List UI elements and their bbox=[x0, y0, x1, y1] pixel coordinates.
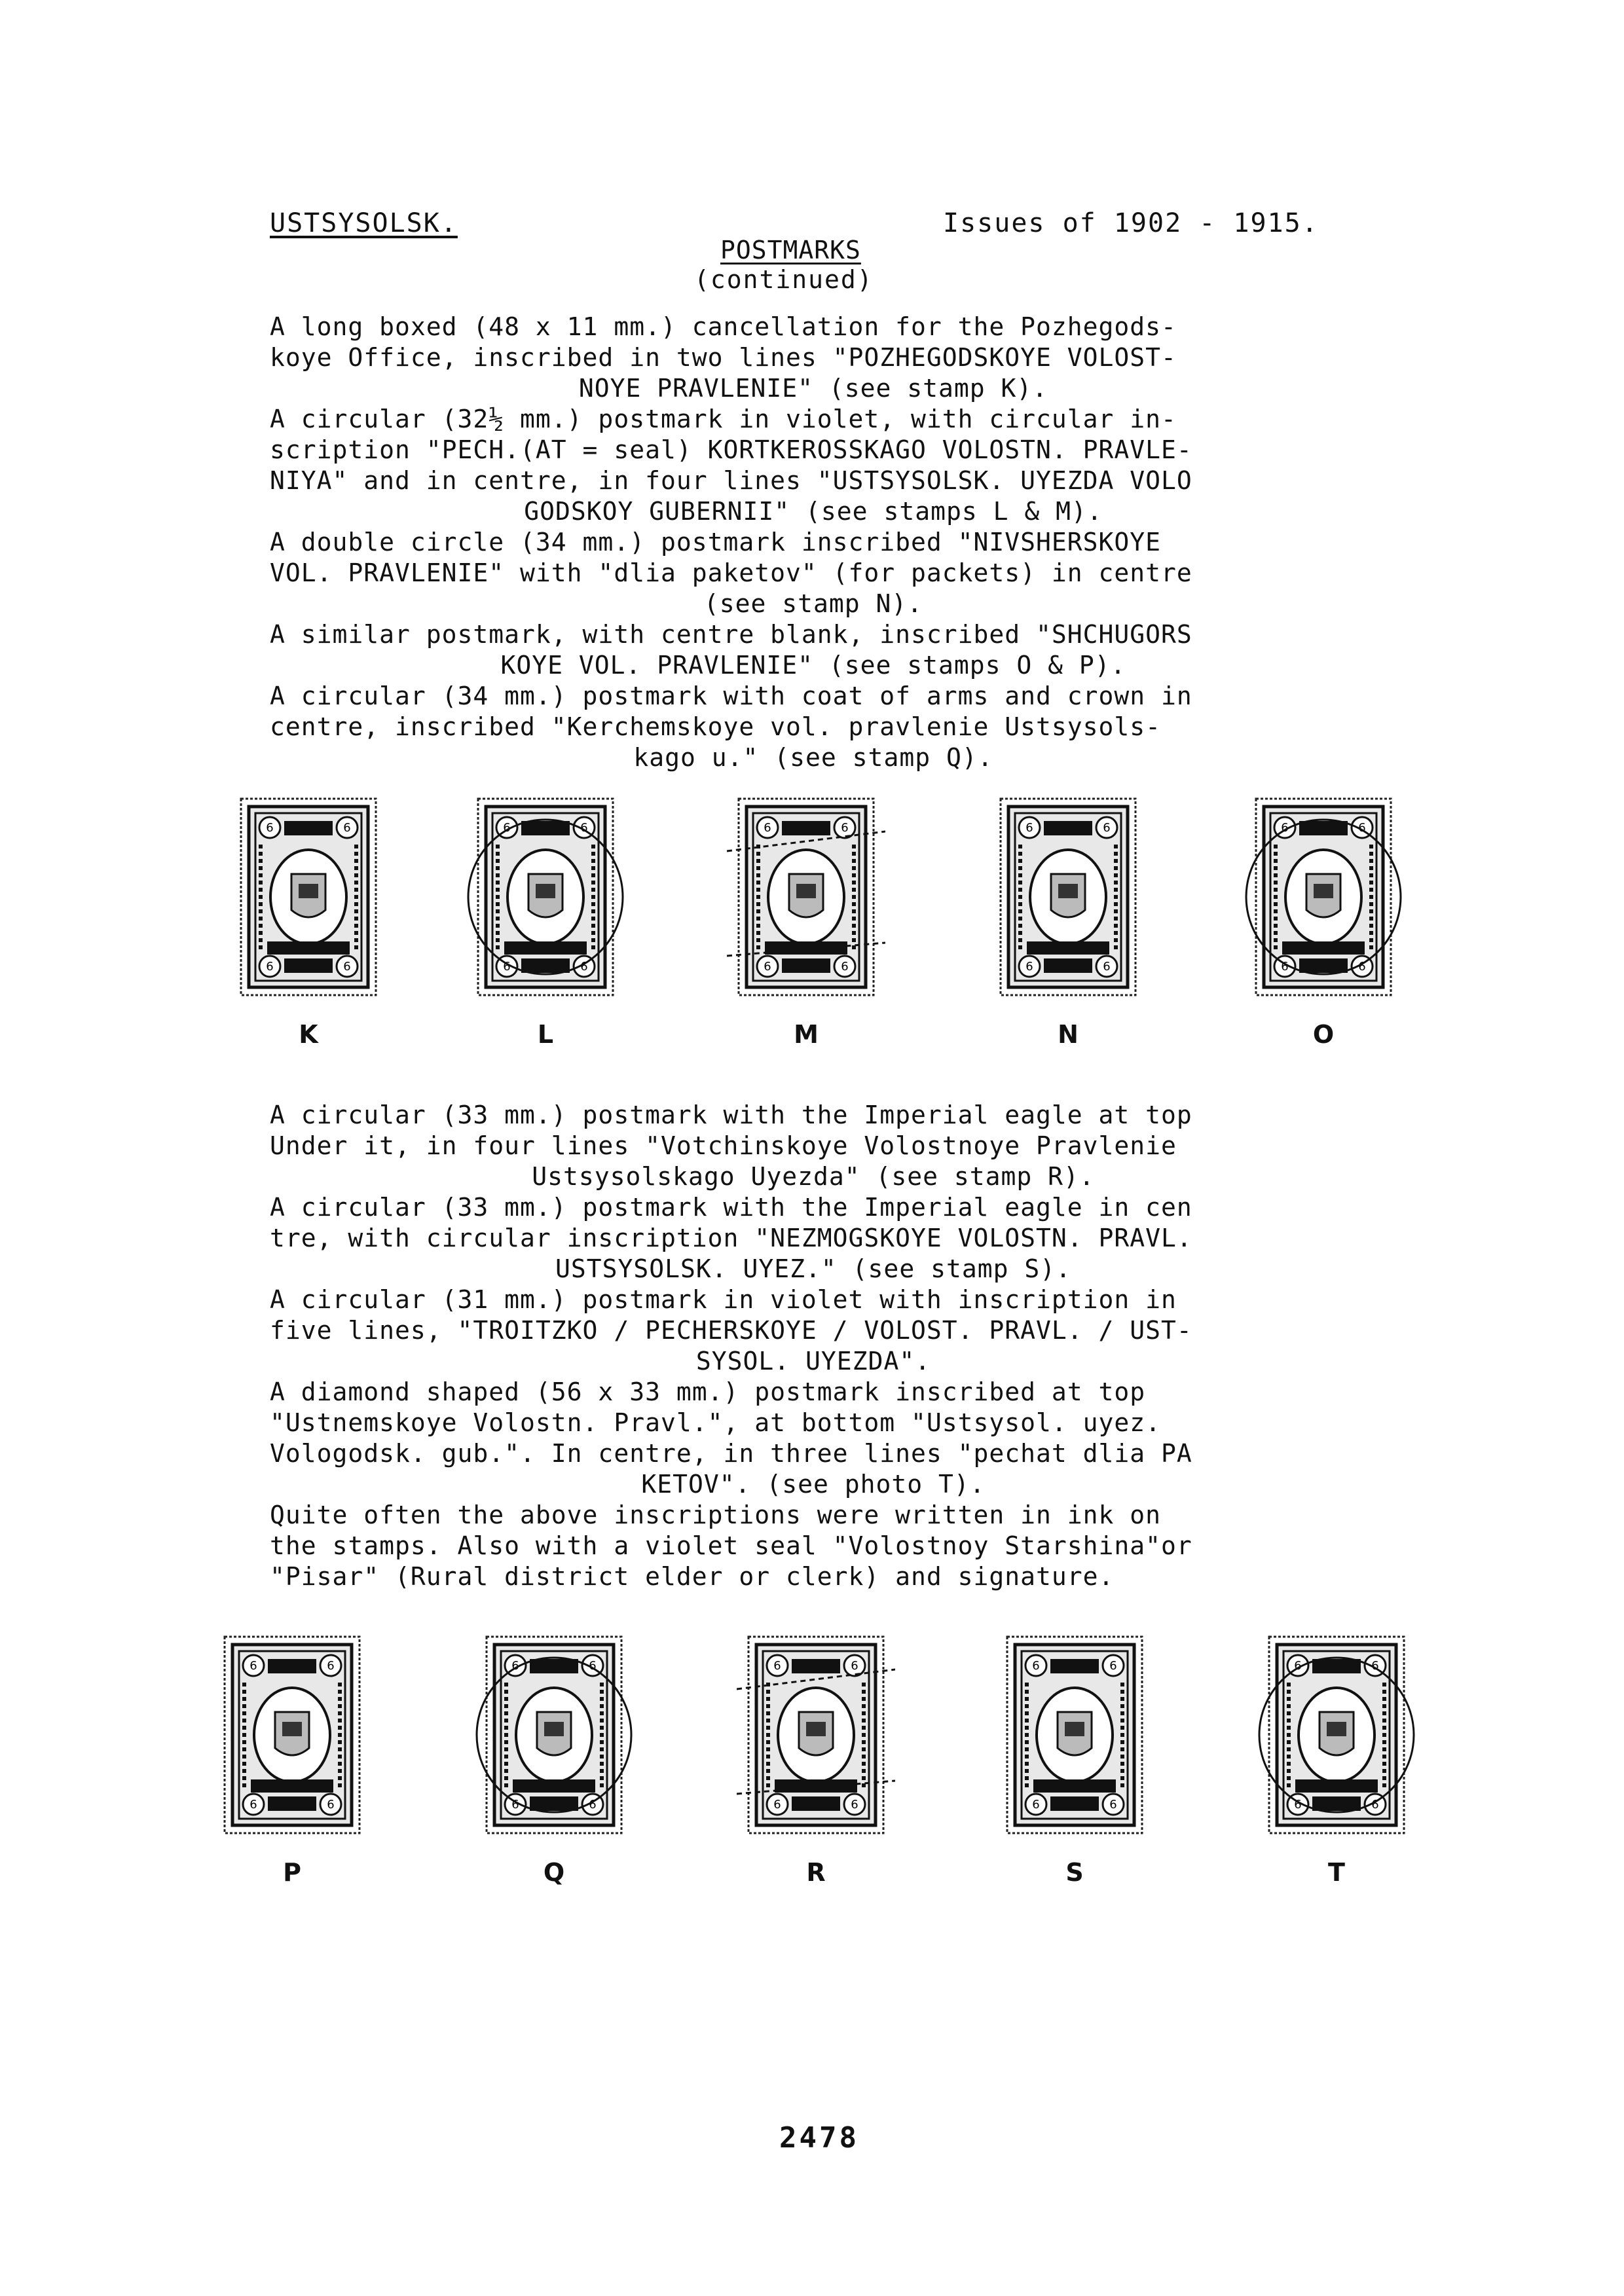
text-line: VOL. PRAVLENIE" with "dlia paketov" (for packets) in centre bbox=[270, 558, 1192, 587]
text-line: GODSKOY GUBERNII" (see stamps L & M). bbox=[524, 497, 1103, 526]
text-line: Quite often the above inscriptions were written in ink on bbox=[270, 1501, 1162, 1529]
text-line: A diamond shaped (56 x 33 mm.) postmark inscribed at top bbox=[270, 1377, 1146, 1406]
stamp-label: Q bbox=[543, 1858, 565, 1887]
text-line: tre, with circular inscription "NEZMOGSKOYE VOLOSTN. PRAVL. bbox=[270, 1224, 1192, 1252]
postmark-descriptions-2 bbox=[270, 1100, 1357, 1592]
text-line: A circular (31 mm.) postmark in violet with inscription in bbox=[270, 1285, 1177, 1314]
text-line: Vologodsk. gub.". In centre, in three lines "pechat dlia PA bbox=[270, 1439, 1192, 1468]
svg-text:6: 6 bbox=[1294, 1659, 1302, 1673]
stamp-label: N bbox=[1058, 1020, 1079, 1049]
svg-text:6: 6 bbox=[503, 821, 511, 835]
text-line: A circular (32½ mm.) postmark in violet, with circular in- bbox=[270, 405, 1177, 433]
text-line: "Ustnemskoye Volostn. Pravl.", at bottom "Ustsysol. uyez. bbox=[270, 1408, 1162, 1437]
svg-text:6: 6 bbox=[1358, 960, 1366, 974]
svg-text:6: 6 bbox=[343, 821, 351, 835]
stamp-image-r bbox=[737, 1630, 895, 1841]
stamp-image-o bbox=[1244, 792, 1403, 1003]
postmark-descriptions-1 bbox=[270, 312, 1357, 773]
svg-text:6: 6 bbox=[841, 960, 849, 974]
text-line: A long boxed (48 x 11 mm.) cancellation for the Pozhegods- bbox=[270, 312, 1177, 341]
svg-text:6: 6 bbox=[764, 960, 771, 974]
svg-text:6: 6 bbox=[327, 1798, 335, 1812]
svg-text:6: 6 bbox=[580, 960, 588, 974]
text-line: centre, inscribed "Kerchemskoye vol. pravlenie Ustsysols- bbox=[270, 712, 1162, 741]
text-line: NIYA" and in centre, in four lines "USTSYSOLSK. UYEZDA VOLO bbox=[270, 466, 1192, 495]
svg-text:6: 6 bbox=[511, 1659, 519, 1673]
text-line: Ustsysolskago Uyezda" (see stamp R). bbox=[532, 1162, 1095, 1191]
svg-text:6: 6 bbox=[1032, 1659, 1040, 1673]
text-line: A double circle (34 mm.) postmark inscribed "NIVSHERSKOYE bbox=[270, 528, 1162, 556]
svg-text:6: 6 bbox=[1281, 960, 1289, 974]
text-line: "Pisar" (Rural district elder or clerk) and signature. bbox=[270, 1562, 1115, 1591]
svg-text:6: 6 bbox=[266, 821, 274, 835]
svg-text:6: 6 bbox=[1025, 960, 1033, 974]
stamp-label: S bbox=[1065, 1858, 1084, 1887]
svg-text:6: 6 bbox=[851, 1659, 858, 1673]
stamp-label: M bbox=[794, 1020, 819, 1049]
svg-text:6: 6 bbox=[773, 1798, 781, 1812]
stamp-image-s bbox=[995, 1630, 1154, 1841]
text-line: KETOV". (see photo T). bbox=[641, 1470, 986, 1499]
text-line: A similar postmark, with centre blank, inscribed "SHCHUGORS bbox=[270, 620, 1192, 649]
svg-text:6: 6 bbox=[851, 1798, 858, 1812]
svg-text:6: 6 bbox=[1109, 1659, 1117, 1673]
svg-text:6: 6 bbox=[503, 960, 511, 974]
svg-text:6: 6 bbox=[343, 960, 351, 974]
svg-text:6: 6 bbox=[841, 821, 849, 835]
text-line: kago u." (see stamp Q). bbox=[633, 743, 993, 772]
svg-text:6: 6 bbox=[1103, 960, 1111, 974]
stamp-label: K bbox=[299, 1020, 318, 1049]
stamp-image-q bbox=[475, 1630, 633, 1841]
section-title: POSTMARKS bbox=[720, 236, 861, 264]
text-line: A circular (33 mm.) postmark with the Imperial eagle at top bbox=[270, 1101, 1192, 1129]
svg-text:6: 6 bbox=[1032, 1798, 1040, 1812]
svg-text:6: 6 bbox=[249, 1659, 257, 1673]
text-line: SYSOL. UYEZDA". bbox=[695, 1347, 931, 1376]
svg-text:6: 6 bbox=[589, 1798, 597, 1812]
svg-text:6: 6 bbox=[511, 1798, 519, 1812]
text-line: NOYE PRAVLENIE" (see stamp K). bbox=[578, 374, 1048, 403]
page-number: 2478 bbox=[779, 2121, 859, 2155]
svg-text:6: 6 bbox=[1294, 1798, 1302, 1812]
svg-text:6: 6 bbox=[1103, 821, 1111, 835]
section-subtitle: (continued) bbox=[694, 265, 874, 294]
stamp-label: R bbox=[806, 1858, 826, 1887]
stamp-image-k bbox=[229, 792, 388, 1003]
stamp-image-m bbox=[727, 792, 885, 1003]
svg-text:6: 6 bbox=[580, 821, 588, 835]
text-line: KOYE VOL. PRAVLENIE" (see stamps O & P). bbox=[500, 651, 1126, 680]
stamp-image-l bbox=[466, 792, 625, 1003]
svg-text:6: 6 bbox=[773, 1659, 781, 1673]
svg-text:6: 6 bbox=[589, 1659, 597, 1673]
stamp-label: T bbox=[1328, 1858, 1345, 1887]
stamp-label: L bbox=[537, 1020, 554, 1049]
svg-text:6: 6 bbox=[764, 821, 771, 835]
svg-text:6: 6 bbox=[1371, 1659, 1379, 1673]
svg-text:6: 6 bbox=[1281, 821, 1289, 835]
text-line: USTSYSOLSK. UYEZ." (see stamp S). bbox=[555, 1254, 1071, 1283]
stamp-image-n bbox=[989, 792, 1147, 1003]
svg-text:6: 6 bbox=[1109, 1798, 1117, 1812]
text-line: Under it, in four lines "Votchinskoye Volostnoye Pravlenie bbox=[270, 1131, 1177, 1160]
text-line: (see stamp N). bbox=[703, 589, 923, 618]
svg-text:6: 6 bbox=[1358, 821, 1366, 835]
svg-text:6: 6 bbox=[327, 1659, 335, 1673]
text-line: koye Office, inscribed in two lines "POZHEGODSKOYE VOLOST- bbox=[270, 343, 1177, 372]
svg-text:6: 6 bbox=[1025, 821, 1033, 835]
text-line: scription "PECH.(AT = seal) KORTKEROSSKAGO VOLOSTN. PRAVLE- bbox=[270, 435, 1192, 464]
svg-text:6: 6 bbox=[1371, 1798, 1379, 1812]
text-line: A circular (33 mm.) postmark with the Imperial eagle in cen bbox=[270, 1193, 1192, 1222]
text-line: five lines, "TROITZKO / PECHERSKOYE / VOLOST. PRAVL. / UST- bbox=[270, 1316, 1192, 1345]
stamp-label: O bbox=[1312, 1020, 1335, 1049]
text-line: A circular (34 mm.) postmark with coat of arms and crown in bbox=[270, 682, 1192, 710]
stamp-image-p bbox=[213, 1630, 371, 1841]
svg-text:6: 6 bbox=[249, 1798, 257, 1812]
issues-heading: Issues of 1902 - 1915. bbox=[943, 208, 1319, 238]
stamp-label: P bbox=[283, 1858, 301, 1887]
svg-text:6: 6 bbox=[266, 960, 274, 974]
text-line: the stamps. Also with a violet seal "Volostnoy Starshina"or bbox=[270, 1531, 1192, 1560]
place-heading: USTSYSOLSK. bbox=[270, 208, 458, 238]
stamp-image-t bbox=[1257, 1630, 1416, 1841]
